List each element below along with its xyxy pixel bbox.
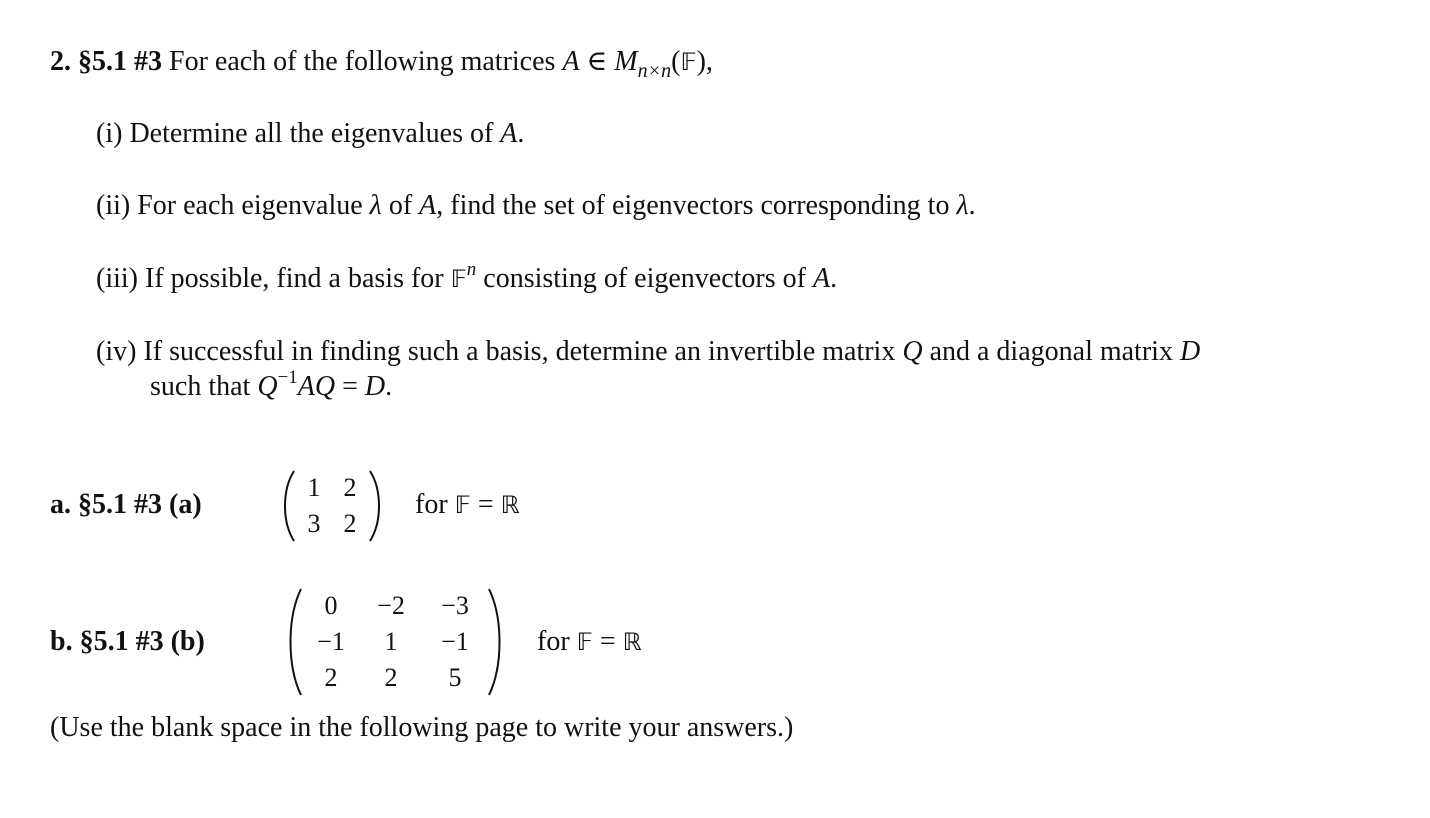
matrix-entry: 0: [324, 591, 338, 620]
item-ii-end: .: [968, 190, 976, 221]
part-b-field-R: ℝ: [622, 628, 642, 656]
item-ii-text3: , find the set of eigenvectors corresponding to: [436, 190, 950, 221]
matrix-entry: 2: [324, 663, 338, 692]
item-iv-line1: [96, 338, 1200, 366]
item-ii-label: (ii): [96, 190, 131, 221]
item-iii-text2: consisting of eigenvectors of: [483, 263, 806, 294]
math-paren-open: (: [671, 46, 681, 77]
item-iv-line2: [150, 367, 393, 402]
part-a-field: [415, 491, 520, 519]
part-a-matrix-grid: [296, 470, 368, 542]
part-b-matrix-grid: [303, 588, 487, 696]
item-i: [96, 120, 524, 148]
item-ii-lambda2: λ: [956, 190, 969, 221]
item-iv-text1: If successful in finding such a basis, determine an invertible matrix: [143, 336, 896, 367]
problem-intro-text: For each of the following matrices: [169, 46, 556, 77]
item-i-math-A: A: [500, 118, 518, 149]
part-b-label: b. §5.1 #3 (b): [50, 626, 205, 657]
item-iii-label: (iii): [96, 263, 138, 294]
matrix-left-paren: [282, 470, 296, 542]
math-paren-close: ),: [696, 46, 713, 77]
math-M: M: [614, 46, 638, 77]
matrix-entry: 2: [343, 509, 357, 538]
math-field-F: 𝔽: [680, 48, 697, 76]
matrix-entry: 2: [384, 663, 398, 692]
item-iii-text1: If possible, find a basis for: [145, 263, 444, 294]
part-a-field-F: 𝔽: [454, 491, 471, 519]
item-iv-text2: and a diagonal matrix: [929, 336, 1173, 367]
problem-section-ref: §5.1 #3: [78, 46, 162, 77]
math-in-symbol: ∈: [586, 46, 608, 77]
item-ii-text1: For each eigenvalue: [137, 190, 363, 221]
matrix-entry: −3: [441, 591, 469, 620]
item-iii-exponent-n: n: [466, 259, 477, 280]
item-iv-D: D: [1179, 336, 1201, 367]
item-iii-end: .: [830, 263, 838, 294]
item-iv-line2-text: such that: [150, 371, 251, 402]
item-ii: [96, 192, 976, 220]
item-ii-text2: of: [388, 190, 413, 221]
footer-note: (Use the blank space in the following page to write your answers.): [50, 712, 794, 743]
part-a-label: a. §5.1 #3 (a): [50, 489, 202, 520]
matrix-entry: 5: [448, 663, 462, 692]
part-b-matrix: [287, 588, 503, 696]
item-iv-label: (iv): [96, 336, 137, 367]
matrix-entry: 1: [384, 627, 398, 656]
matrix-entry: −1: [441, 627, 469, 656]
part-b-field-eq: =: [599, 626, 616, 657]
item-iv-eq-AQ: AQ: [297, 371, 336, 402]
item-iv-eq-exponent: −1: [277, 367, 298, 388]
item-i-text: Determine all the eigenvalues of: [129, 118, 494, 149]
problem-number: 2.: [50, 46, 71, 77]
item-ii-lambda1: λ: [369, 190, 382, 221]
part-b-field: [537, 628, 642, 656]
matrix-right-paren: [487, 588, 503, 696]
item-iv-eq-equals: =: [342, 371, 358, 402]
part-a-field-eq: =: [477, 489, 494, 520]
matrix-entry: −1: [317, 627, 345, 656]
math-M-subscript: n×n: [637, 60, 672, 82]
item-ii-math-A: A: [419, 190, 437, 221]
part-a-matrix: [282, 470, 382, 542]
item-i-label: (i): [96, 118, 123, 149]
matrix-right-paren: [368, 470, 382, 542]
matrix-left-paren: [287, 588, 303, 696]
matrix-entry: 2: [343, 473, 357, 502]
part-b-field-text: for: [537, 626, 570, 657]
part-a-field-text: for: [415, 489, 448, 520]
math-A: A: [562, 46, 580, 77]
item-iv-eq-end: .: [385, 371, 393, 402]
matrix-entry: −2: [377, 591, 405, 620]
matrix-entry: 3: [307, 509, 321, 538]
matrix-entry: 1: [307, 473, 321, 502]
item-iv-Q: Q: [902, 336, 923, 367]
item-iv-eq-Q: Q: [257, 371, 278, 402]
item-iii: [96, 259, 838, 294]
item-iii-field-F: 𝔽: [450, 265, 467, 293]
problem-heading: [50, 46, 713, 82]
item-iv-eq-D: D: [364, 371, 386, 402]
item-i-end: .: [517, 118, 525, 149]
part-b-field-F: 𝔽: [576, 628, 593, 656]
part-a-field-R: ℝ: [500, 491, 520, 519]
item-iii-math-A: A: [812, 263, 831, 294]
